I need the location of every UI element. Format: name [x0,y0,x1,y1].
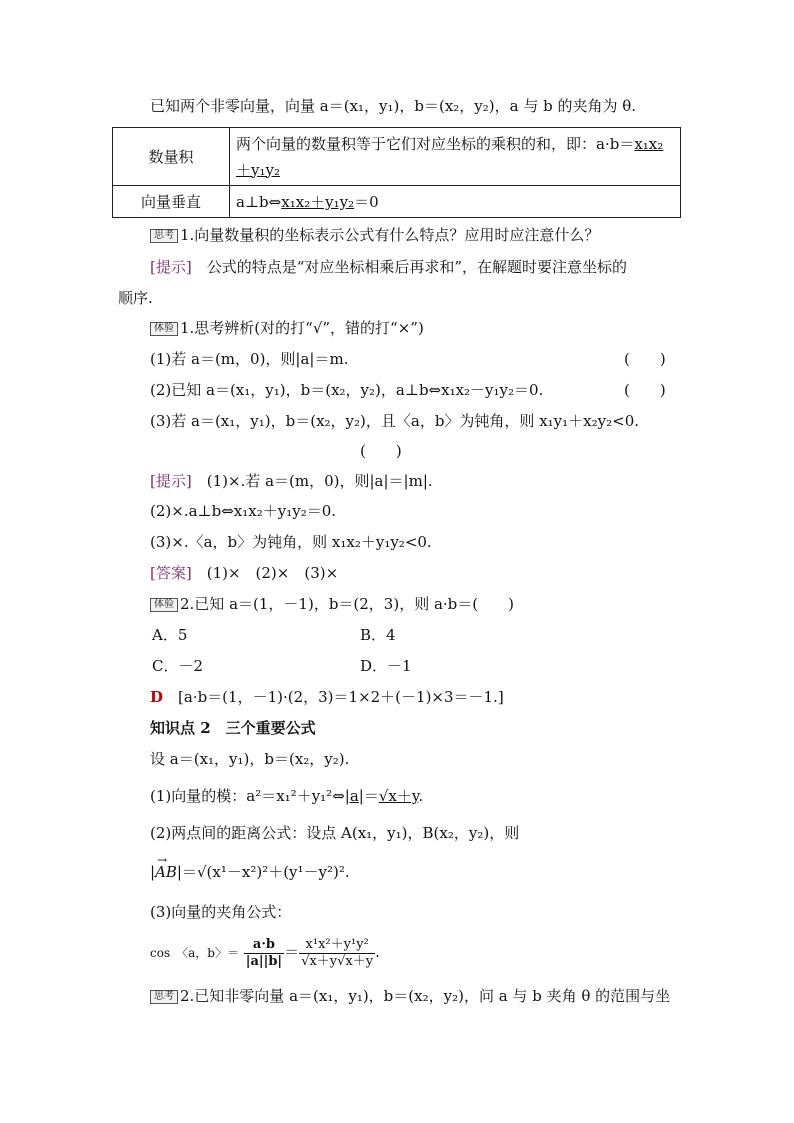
dot-product-text: 两个向量的数量积等于它们对应坐标的乘积的和，即：a·b＝ [236,134,635,153]
formula-1-radical: √x＋y [378,787,419,805]
dot-product-line2: ＋y₁y₂ [236,160,280,179]
question-1-paren: ( ) [624,350,666,368]
option-b: B．4 [360,626,396,644]
solution-letter: D [150,688,164,706]
answer-1-text: (1)× (2)× (3)× [191,564,339,582]
think-1 [150,225,599,245]
hint-label: [提示] [150,258,192,276]
exp-tag: 体验 [150,598,178,612]
formula-3: (3)向量的夹角公式： [150,903,292,921]
hint-1-text: 公式的特点是“对应坐标相乘后再求和”，在解题时要注意坐标的 [191,258,628,276]
fraction-1 [244,937,284,970]
hint-2-line1: (1)×.若 a＝(m，0)，则|a|＝|m|. [191,472,433,490]
think-1-text: 1.向量数量积的坐标表示公式有什么特点？应用时应注意什么？ [180,226,600,244]
formula-1-prefix: (1)向量的模：a²＝x₁²＋y₁²⇔ [150,787,345,805]
formula-1 [150,786,423,806]
formula-1-abs: |a| [344,787,364,805]
table-cell-dot-product [230,128,681,186]
answer-1 [150,563,338,583]
perp-tail: ＝0 [354,193,379,211]
knowledge-point-2: 知识点 2 三个重要公式 [150,719,316,737]
set-ab: 设 a＝(x₁，y₁)，b＝(x₂，y₂). [150,750,350,768]
think-tag: 思考 [150,229,178,243]
formula-2-rest: |＝√(x¹－x²)²＋(y¹－y²)². [176,863,350,881]
formula-3-eq: ＝ [284,943,300,961]
exp-2-text: 2.已知 a＝(1，－1)，b＝(2，3)，则 a·b＝( ) [180,595,514,613]
formula-3-end: . [375,943,380,961]
table-row [113,128,681,186]
hint-1-line2: 顺序. [118,289,153,307]
formula-3-expr [150,934,380,971]
formula-2-bar: | [150,863,156,881]
solution-2-text: [a·b＝(1，－1)·(2，3)＝1×2＋(－1)×3＝－1.] [163,688,504,706]
exp-1-text: 1.思考辨析(对的打“√”，错的打“×”) [180,319,424,337]
table-header-perpendicular: 向量垂直 [113,186,230,218]
intro-line: 已知两个非零向量，向量 a＝(x₁，y₁)，b＝(x₂，y₂)，a 与 b 的夹角为 θ. [150,97,637,115]
formula-3-cos: cos 〈a，b〉＝ [150,946,239,960]
think-2-text: 2.已知非零向量 a＝(x₁，y₁)，b＝(x₂，y₂)，问 a 与 b 夹角 θ 的范围与坐 [180,987,671,1005]
table-header-dot-product: 数量积 [113,128,230,186]
formula-1-end: . [418,787,424,805]
fraction-1-num: a·b [244,937,284,954]
hint-1 [150,257,627,277]
option-d: D．－1 [360,657,412,675]
think-2 [150,986,670,1006]
vector-ab [155,853,177,881]
option-c: C．－2 [152,657,204,675]
exp-1 [150,318,424,338]
perp-text: a⊥b⇔ [236,193,282,211]
option-a: A．5 [152,626,188,644]
solution-2 [150,687,504,707]
answer-label: [答案] [150,564,192,582]
formula-table [112,127,681,218]
table-cell-perpendicular [230,186,681,218]
hint-2-line2: (2)×.a⊥b⇔x₁x₂＋y₁y₂＝0. [150,502,337,520]
question-3-paren: ( ) [360,442,402,460]
think-tag: 思考 [150,990,178,1004]
exp-2 [150,594,514,614]
dot-product-underline: x₁x₂ [634,134,664,153]
perp-underline: x₁x₂＋y₁y₂ [281,193,355,211]
fraction-2-num: x¹x²＋y¹y² [299,937,375,954]
formula-1-eq: ＝ [363,787,379,805]
vector-ab-label: AB [155,863,177,881]
hint-2-line3: (3)×.〈a，b〉为钝角，则 x₁x₂＋y₁y₂<0. [150,533,432,551]
question-3: (3)若 a＝(x₁，y₁)，b＝(x₂，y₂)，且〈a，b〉为钝角，则 x₁y₁＋x₂y₂<0. [150,412,640,430]
question-1: (1)若 a＝(m，0)，则|a|＝m. [150,350,349,368]
exp-tag: 体验 [150,322,178,336]
formula-2: (2)两点间的距离公式：设点 A(x₁，y₁)，B(x₂，y₂)，则 [150,824,520,842]
vector-arrow: → [157,853,168,867]
question-2-paren: ( ) [624,381,666,399]
fraction-2 [299,937,375,970]
fraction-2-den: √x＋y√x＋y [301,953,374,969]
question-2: (2)已知 a＝(x₁，y₁)，b＝(x₂，y₂)，a⊥b⇔x₁x₂－y₁y₂＝0. [150,381,544,399]
fraction-1-den: |a||b| [245,953,283,969]
formula-2-expr [150,853,350,882]
hint-2 [150,471,433,491]
hint-label: [提示] [150,472,192,490]
table-row [113,186,681,218]
